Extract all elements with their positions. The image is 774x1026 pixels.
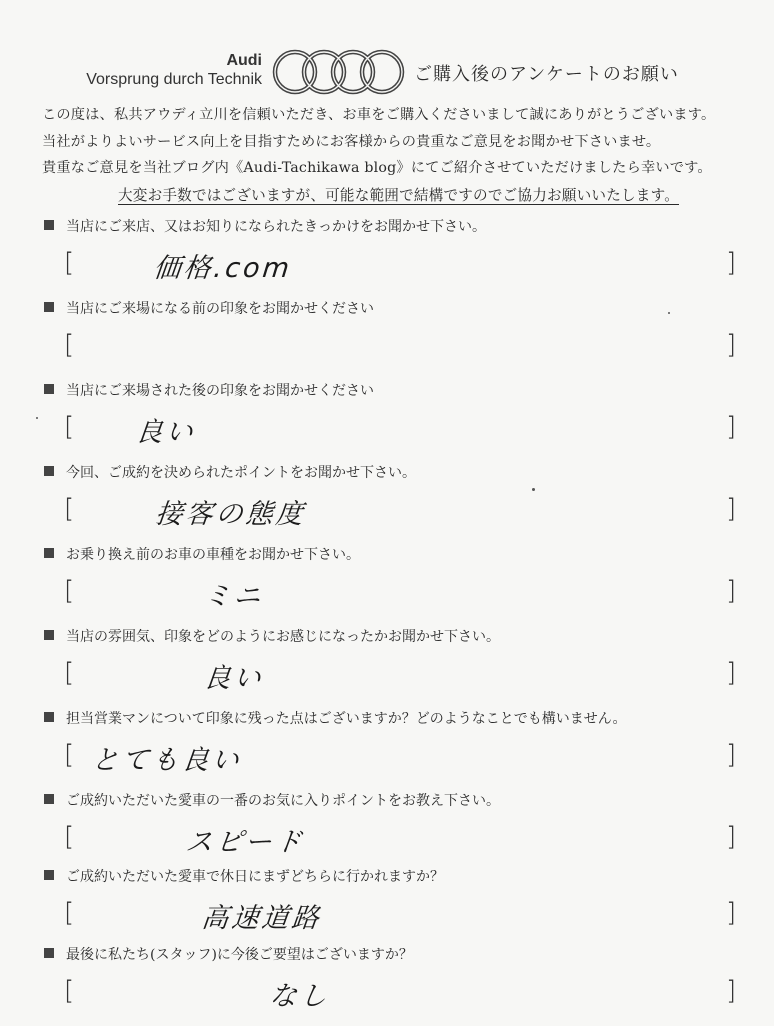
close-bracket: ] <box>726 576 737 606</box>
question-label: ご成約いただいた愛車で休日にまずどちらに行かれますか？ <box>44 866 444 886</box>
question-10 <box>44 944 744 1026</box>
close-bracket: ] <box>726 248 737 278</box>
question-label: 当店にご来店、又はお知りになられたきっかけをお聞かせ下さい。 <box>44 216 486 236</box>
question-8 <box>44 790 744 872</box>
square-bullet-icon <box>44 384 54 394</box>
question-4 <box>44 462 744 544</box>
question-5 <box>44 544 744 626</box>
brand-block <box>40 52 262 90</box>
close-bracket: ] <box>726 494 737 524</box>
question-7 <box>44 708 744 790</box>
question-3 <box>44 380 744 462</box>
handwritten-answer: スピード <box>184 827 307 858</box>
open-bracket: [ <box>64 576 75 606</box>
handwritten-answer: とても良い <box>90 745 244 776</box>
open-bracket: [ <box>64 494 75 524</box>
handwritten-answer: 高速道路 <box>200 903 324 934</box>
handwritten-answer: 良い <box>134 417 198 448</box>
handwritten-answer: 接客の態度 <box>154 499 308 530</box>
handwritten-answer: ミニ <box>202 581 266 612</box>
close-bracket: ] <box>726 330 737 360</box>
intro-line-4: 大変お手数ではございますが、可能な範囲で結構ですのでご協力お願いいたします。 <box>118 187 679 204</box>
survey-title: ご購入後のアンケートのお願い <box>414 64 679 85</box>
question-label: お乗り換え前のお車の車種をお聞かせ下さい。 <box>44 544 360 564</box>
intro-line-2: 当社がよりよいサービス向上を目指すためにお客様からの貴重なご意見をお聞かせ下さいませ。 <box>42 134 661 150</box>
handwritten-answer: なし <box>268 981 332 1012</box>
paper-speck <box>668 312 670 314</box>
close-bracket: ] <box>726 412 737 442</box>
question-label: 今回、ご成約を決められたポイントをお聞かせ下さい。 <box>44 462 416 482</box>
question-label: ご成約いただいた愛車の一番のお気に入りポイントをお教え下さい。 <box>44 790 500 810</box>
close-bracket: ] <box>726 976 737 1006</box>
close-bracket: ] <box>726 658 737 688</box>
square-bullet-icon <box>44 794 54 804</box>
question-2 <box>44 298 744 380</box>
open-bracket: [ <box>64 248 75 278</box>
square-bullet-icon <box>44 870 54 880</box>
question-label: 当店にご来場された後の印象をお聞かせください <box>44 380 374 400</box>
square-bullet-icon <box>44 948 54 958</box>
open-bracket: [ <box>64 330 75 360</box>
square-bullet-icon <box>44 548 54 558</box>
question-label: 当店にご来場になる前の印象をお聞かせください <box>44 298 374 318</box>
handwritten-answer: 良い <box>202 663 266 694</box>
square-bullet-icon <box>44 712 54 722</box>
question-9 <box>44 866 744 948</box>
brand-slogan: Vorsprung durch Technik <box>86 71 262 88</box>
close-bracket: ] <box>726 822 737 852</box>
open-bracket: [ <box>64 740 75 770</box>
question-label: 最後に私たち(スタッフ)に今後ご要望はございますか？ <box>44 944 413 964</box>
handwritten-answer: 価格.com <box>152 253 294 284</box>
intro-line-3: 貴重なご意見を当社ブログ内《Audi-Tachikawa blog》にてご紹介させていただけましたら幸いです。 <box>42 160 712 176</box>
square-bullet-icon <box>44 220 54 230</box>
paper-speck <box>36 417 38 419</box>
brand-name: Audi <box>226 52 262 69</box>
open-bracket: [ <box>64 412 75 442</box>
square-bullet-icon <box>44 630 54 640</box>
open-bracket: [ <box>64 658 75 688</box>
question-label: 担当営業マンについて印象に残った点はございますか？どのようなことでも構いません。 <box>44 708 627 728</box>
open-bracket: [ <box>64 822 75 852</box>
open-bracket: [ <box>64 976 75 1006</box>
square-bullet-icon <box>44 466 54 476</box>
square-bullet-icon <box>44 302 54 312</box>
paper-speck <box>532 488 535 491</box>
close-bracket: ] <box>726 740 737 770</box>
question-1 <box>44 216 744 298</box>
open-bracket: [ <box>64 898 75 928</box>
audi-four-rings-icon <box>270 44 406 100</box>
question-6 <box>44 626 744 708</box>
intro-line-1: この度は、私共アウディ立川を信頼いただき、お車をご購入くださいまして誠にありがとうございます。 <box>42 107 716 123</box>
close-bracket: ] <box>726 898 737 928</box>
question-label: 当店の雰囲気、印象をどのようにお感じになったかお聞かせ下さい。 <box>44 626 500 646</box>
